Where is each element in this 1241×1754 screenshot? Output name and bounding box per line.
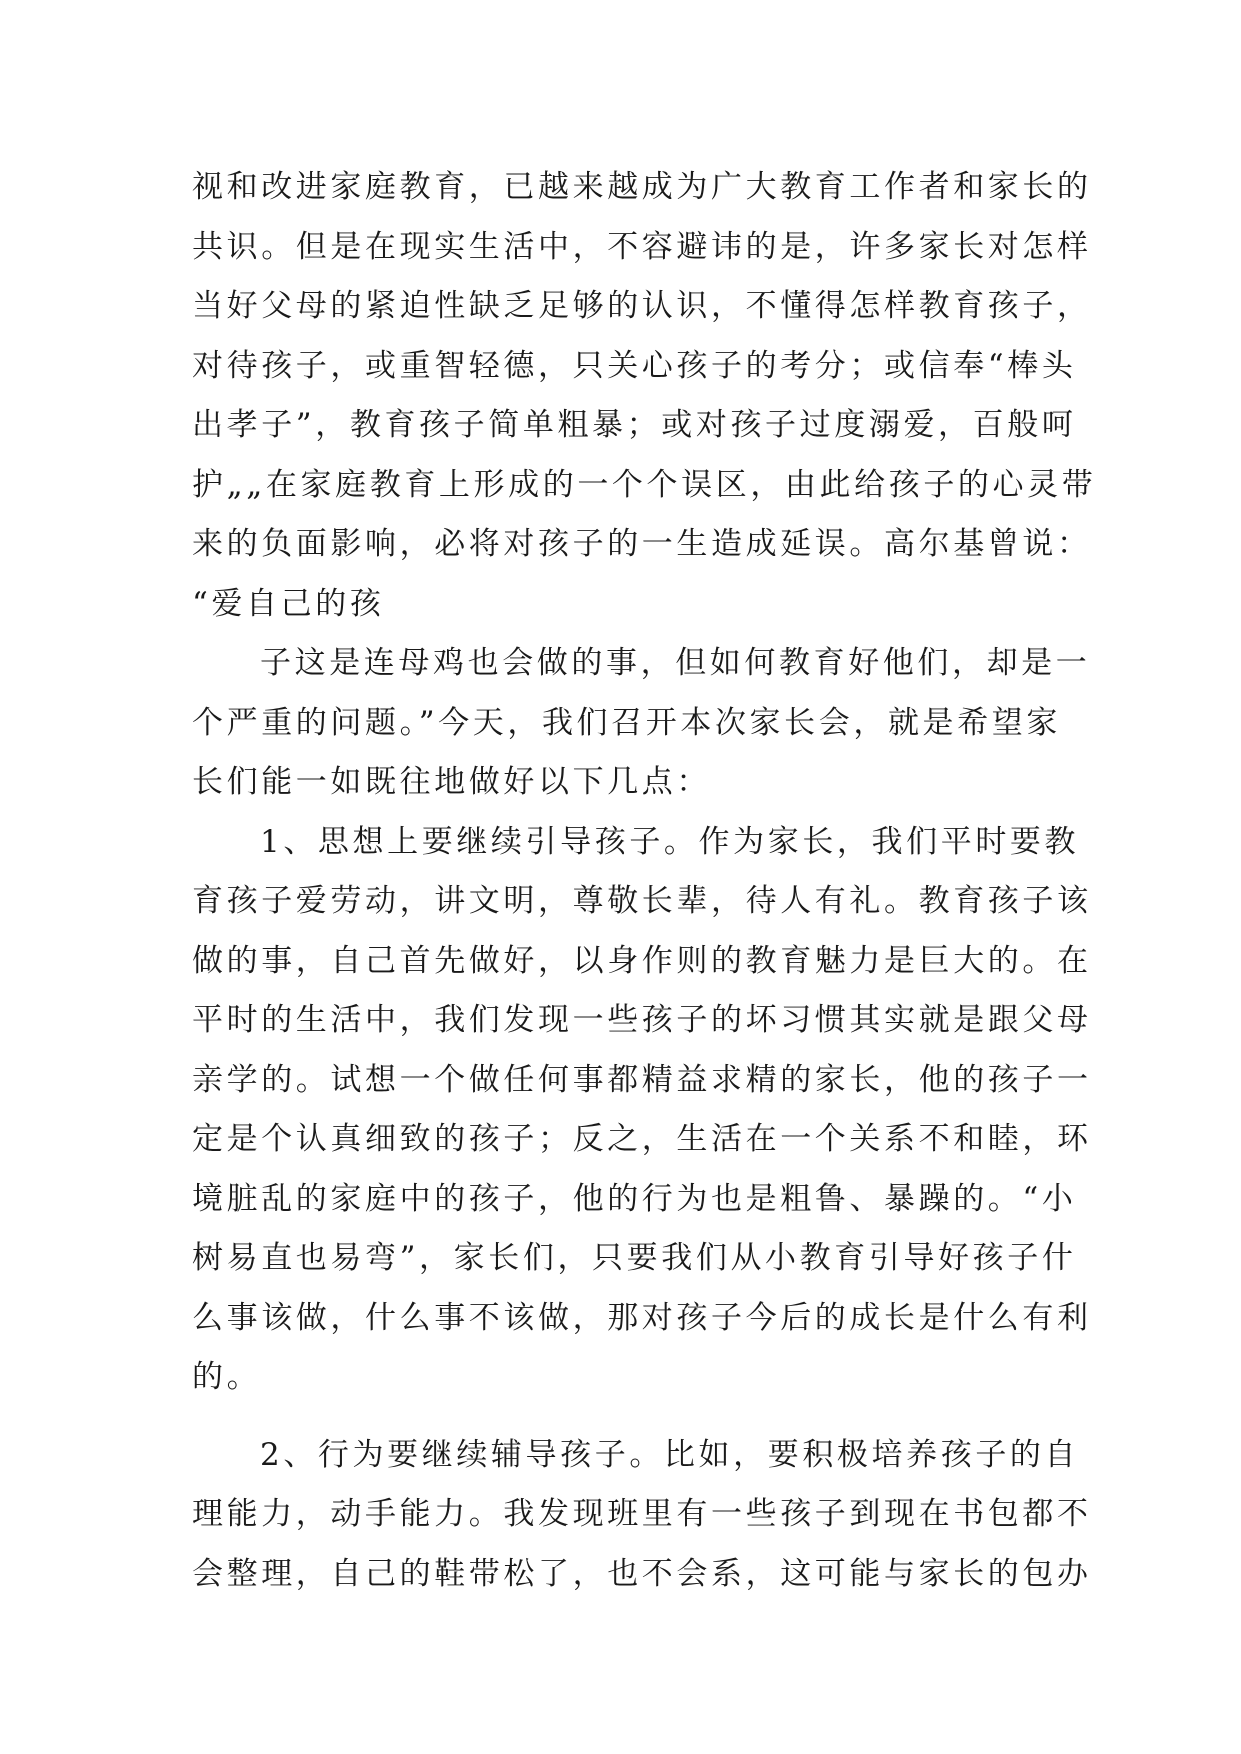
document-body bbox=[192, 158, 1097, 1604]
text-line: 护„„在家庭教育上形成的一个个误区，由此给孩子的心灵带 bbox=[192, 466, 1097, 503]
text-line: 平时的生活中，我们发现一些孩子的坏习惯其实就是跟父母 bbox=[192, 1002, 1092, 1038]
text-line: 的。 bbox=[192, 1359, 262, 1395]
text-line: 育孩子爱劳动，讲文明，尊敬长辈，待人有礼。教育孩子该 bbox=[192, 883, 1092, 919]
text-line: 来的负面影响，必将对孩子的一生造成延误。高尔基曾说： bbox=[192, 526, 1092, 562]
text-line: 做的事，自己首先做好，以身作则的教育魅力是巨大的。在 bbox=[192, 942, 1092, 979]
text-line: 当好父母的紧迫性缺乏足够的认识，不懂得怎样教育孩子， bbox=[192, 288, 1092, 324]
text-line: 理能力，动手能力。我发现班里有一些孩子到现在书包都不 bbox=[192, 1496, 1092, 1532]
text-line: 树易直也易弯”，家长们，只要我们从小教育引导好孩子什 bbox=[192, 1240, 1077, 1276]
text-line: 出孝子”，教育孩子简单粗暴；或对孩子过度溺爱，百般呵 bbox=[192, 407, 1077, 443]
text-line: 会整理，自己的鞋带松了，也不会系，这可能与家长的包办 bbox=[192, 1555, 1092, 1592]
text-line: 么事该做，什么事不该做，那对孩子今后的成长是什么有利 bbox=[192, 1299, 1092, 1336]
text-line: 共识。但是在现实生活中，不容避讳的是，许多家长对怎样 bbox=[192, 228, 1092, 265]
text-line: 长们能一如既往地做好以下几点： bbox=[192, 764, 711, 800]
text-line: 子这是连母鸡也会做的事，但如何教育好他们，却是一 bbox=[260, 645, 1091, 681]
text-line: 2、行为要继续辅导孩子。比如，要积极培养孩子的自 bbox=[260, 1436, 1080, 1473]
text-line: 1、思想上要继续引导孩子。作为家长，我们平时要教 bbox=[260, 823, 1080, 860]
text-line: “爱自己的孩 bbox=[192, 585, 385, 622]
text-line: 个严重的问题。”今天，我们召开本次家长会，就是希望家 bbox=[192, 704, 1061, 741]
text-line: 境脏乱的家庭中的孩子，他的行为也是粗鲁、暴躁的。“小 bbox=[192, 1180, 1077, 1217]
text-line: 视和改进家庭教育，已越来越成为广大教育工作者和家长的 bbox=[192, 169, 1092, 205]
text-line: 对待孩子，或重智轻德，只关心孩子的考分；或信奉“棒头 bbox=[192, 347, 1077, 384]
text-line: 定是个认真细致的孩子；反之，生活在一个关系不和睦，环 bbox=[192, 1121, 1092, 1157]
text-line: 亲学的。试想一个做任何事都精益求精的家长，他的孩子一 bbox=[192, 1061, 1092, 1098]
